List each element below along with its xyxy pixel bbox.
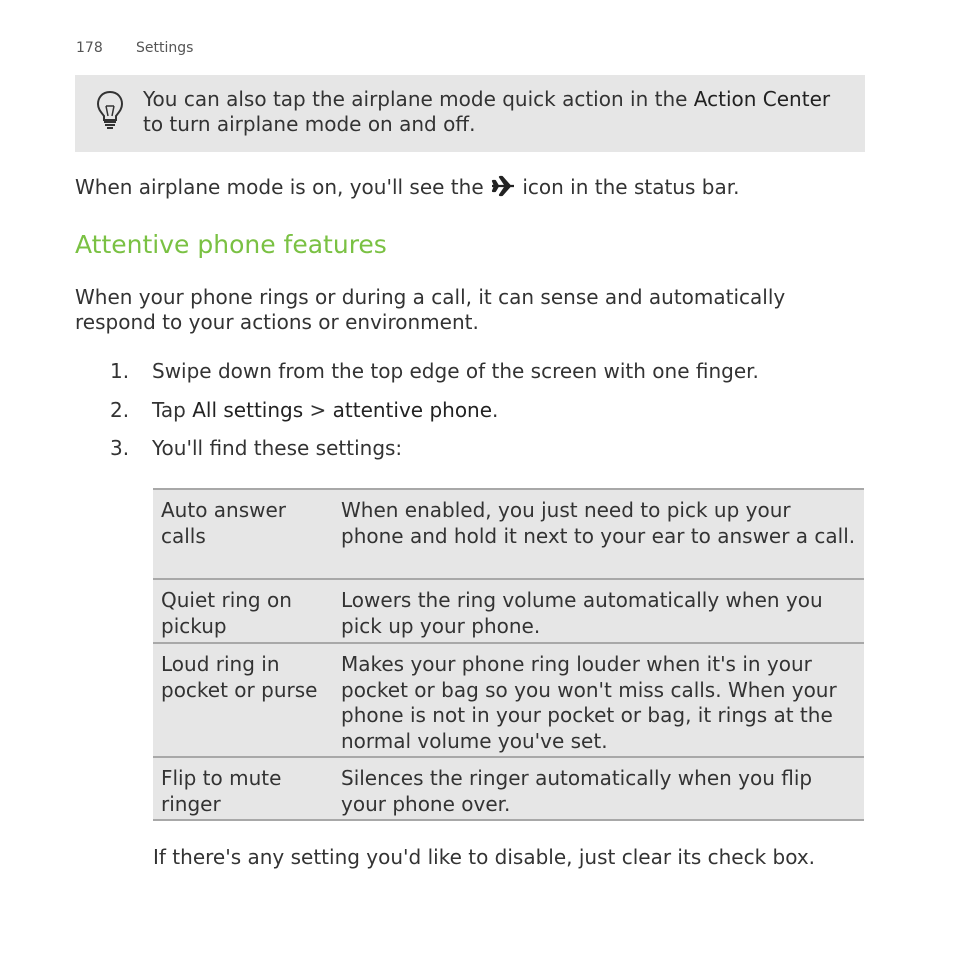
setting-name: Flip to mute ringer [161, 766, 282, 816]
step-text: Swipe down from the top edge of the screen with one finger. [152, 359, 759, 383]
page-number: 178 [76, 40, 103, 56]
tip-text [143, 87, 843, 137]
table-row [153, 490, 864, 580]
step-number: 1. [110, 359, 130, 383]
lightbulb-icon [95, 89, 125, 133]
step-separator: > [303, 398, 333, 422]
settings-table [153, 488, 864, 821]
table-row [153, 580, 864, 644]
page-header [76, 40, 194, 56]
tip-ui-term: Action Center [693, 87, 831, 111]
section-title: Attentive phone features [75, 230, 387, 259]
step-suffix: . [492, 398, 499, 422]
footer-note: If there's any setting you'd like to disable, just clear its check box. [153, 845, 816, 869]
step-prefix: Tap [152, 398, 193, 422]
table-row [153, 644, 864, 758]
step-text: You'll find these settings: [152, 436, 403, 460]
airplane-text-before: When airplane mode is on, you'll see the [75, 175, 490, 199]
setting-name: Loud ring in pocket or purse [161, 652, 318, 702]
setting-name: Quiet ring on pickup [161, 588, 292, 638]
airplane-icon [490, 175, 516, 197]
intro-paragraph: When your phone rings or during a call, it can sense and automatically respond to your actions or environment. [75, 285, 786, 334]
setting-description: Silences the ringer automatically when you flip your phone over. [341, 766, 813, 816]
tip-box [75, 75, 865, 152]
section-name: Settings [136, 40, 194, 56]
airplane-text-after: icon in the status bar. [516, 175, 740, 199]
airplane-paragraph [75, 175, 865, 200]
setting-description: When enabled, you just need to pick up your phone and hold it next to your ear to answer a call. [341, 498, 856, 548]
setting-description: Makes your phone ring louder when it's in your pocket or bag so you won't miss calls. When your phone is not in your pocket or bag, it rings at the normal volume you've set. [341, 652, 837, 753]
setting-description: Lowers the ring volume automatically when you pick up your phone. [341, 588, 823, 638]
tip-text-after: to turn airplane mode on and off. [143, 112, 476, 136]
ui-term-attentive-phone: attentive phone [332, 398, 493, 422]
step-number: 2. [110, 398, 130, 422]
setting-name: Auto answer calls [161, 498, 287, 548]
step-number: 3. [110, 436, 130, 460]
table-row [153, 758, 864, 821]
tip-text-before: You can also tap the airplane mode quick action in the [143, 87, 694, 111]
step-text [152, 398, 498, 423]
ui-term-all-settings: All settings [192, 398, 304, 422]
